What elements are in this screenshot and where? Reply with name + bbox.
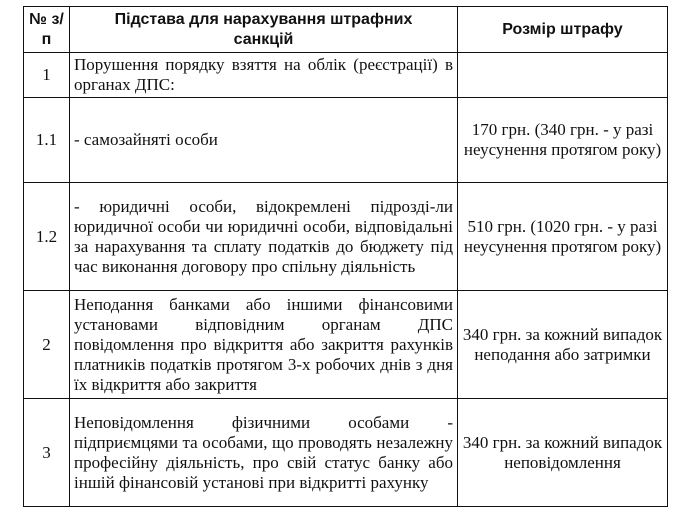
header-fine: Розмір штрафу bbox=[458, 7, 668, 53]
row-basis: - юридичні особи, відокремлені підрозді-ли юридичної особи чи юридичні особи, відповідальні за нарахування та сплату податків до бюджету під час виконання договору про спільну діяльність bbox=[70, 183, 458, 291]
row-num: 1.1 bbox=[24, 98, 70, 183]
row-fine: 170 грн. (340 грн. - у разі неусунення протягом року) bbox=[458, 98, 668, 183]
header-basis: Підстава для нарахування штрафних санкцій bbox=[70, 7, 458, 53]
penalties-table bbox=[23, 6, 668, 507]
header-row bbox=[24, 7, 668, 53]
row-num: 1 bbox=[24, 53, 70, 98]
row-num: 1.2 bbox=[24, 183, 70, 291]
row-fine: 340 грн. за кожний випадок неподання або затримки bbox=[458, 291, 668, 399]
row-basis: Неподання банками або іншими фінансовими установами відповідним органам ДПС повідомлення про відкриття або закриття рахунків платників податків протягом 3-х робочих днів з дня їх відкриття або закриття bbox=[70, 291, 458, 399]
table-row bbox=[24, 399, 668, 507]
row-num: 3 bbox=[24, 399, 70, 507]
table-row bbox=[24, 98, 668, 183]
table-row bbox=[24, 53, 668, 98]
header-num: № з/п bbox=[24, 7, 70, 53]
table-row bbox=[24, 183, 668, 291]
row-basis: Порушення порядку взяття на облік (реєстрації) в органах ДПС: bbox=[70, 53, 458, 98]
row-num: 2 bbox=[24, 291, 70, 399]
row-basis: Неповідомлення фізичними особами - підприємцями та особами, що проводять незалежну професійну діяльність, про свій статус банку або іншій фінансовій установі при відкритті рахунку bbox=[70, 399, 458, 507]
row-basis: - самозайняті особи bbox=[70, 98, 458, 183]
row-fine bbox=[458, 53, 668, 98]
table-row bbox=[24, 291, 668, 399]
row-fine: 340 грн. за кожний випадок неповідомлення bbox=[458, 399, 668, 507]
row-fine: 510 грн. (1020 грн. - у разі неусунення протягом року) bbox=[458, 183, 668, 291]
